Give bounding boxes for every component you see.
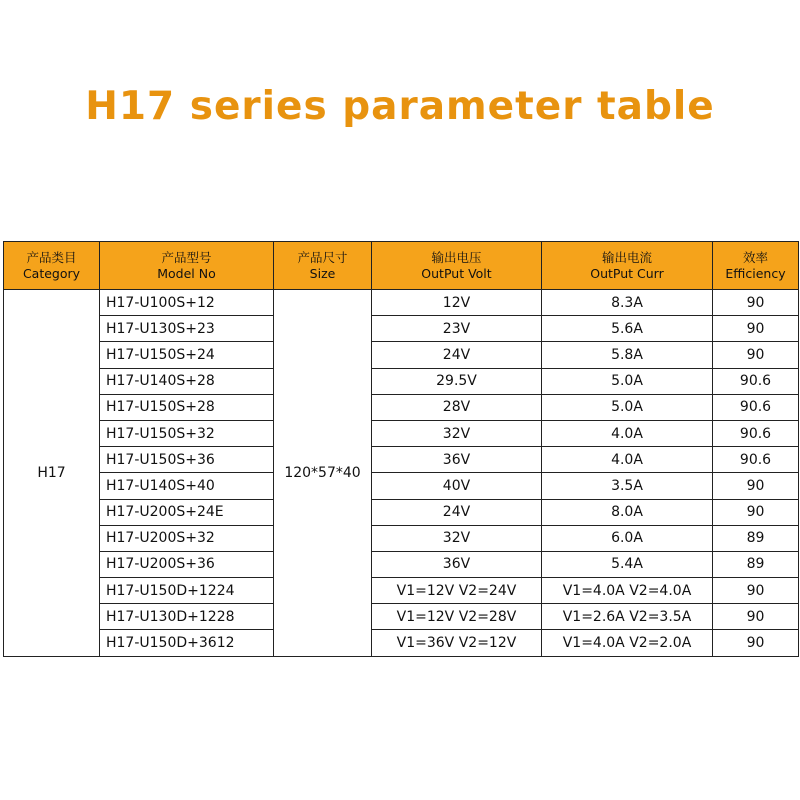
table-row [4, 630, 799, 656]
curr-cell: 4.0A [542, 420, 713, 446]
table-row [4, 499, 799, 525]
volt-cell: 28V [372, 394, 542, 420]
table-row [4, 447, 799, 473]
header-category-en: Category [22, 265, 81, 281]
header-eff-cn: 效率 [742, 249, 768, 265]
header-model [100, 242, 274, 290]
header-curr-en: OutPut Curr [590, 265, 664, 281]
volt-cell: V1=12V V2=24V [372, 578, 542, 604]
volt-cell: 32V [372, 525, 542, 551]
table-row [4, 525, 799, 551]
table-row [4, 368, 799, 394]
volt-cell: V1=36V V2=12V [372, 630, 542, 656]
header-category [4, 242, 100, 290]
eff-cell: 90 [713, 342, 799, 368]
curr-cell: 5.0A [542, 368, 713, 394]
header-size-en: Size [309, 265, 336, 281]
model-cell: H17-U130S+23 [100, 316, 274, 342]
eff-cell: 90 [713, 473, 799, 499]
model-cell: H17-U150S+24 [100, 342, 274, 368]
eff-cell: 90.6 [713, 394, 799, 420]
eff-cell: 90 [713, 316, 799, 342]
curr-cell: V1=4.0A V2=2.0A [542, 630, 713, 656]
volt-cell: 40V [372, 473, 542, 499]
curr-cell: 5.4A [542, 551, 713, 577]
curr-cell: 6.0A [542, 525, 713, 551]
curr-cell: 8.0A [542, 499, 713, 525]
header-volt-cn: 输出电压 [431, 249, 482, 265]
parameter-table [3, 241, 799, 657]
curr-cell: 4.0A [542, 447, 713, 473]
curr-cell: 8.3A [542, 290, 713, 316]
curr-cell: 5.6A [542, 316, 713, 342]
table-row [4, 473, 799, 499]
model-cell: H17-U150S+36 [100, 447, 274, 473]
table-row [4, 316, 799, 342]
eff-cell: 89 [713, 551, 799, 577]
header-eff-en: Efficiency [725, 265, 786, 281]
eff-cell: 90 [713, 604, 799, 630]
model-cell: H17-U200S+32 [100, 525, 274, 551]
curr-cell: 5.0A [542, 394, 713, 420]
model-cell: H17-U130D+1228 [100, 604, 274, 630]
table-header-row [4, 242, 799, 290]
header-volt [372, 242, 542, 290]
page-title: H17 series parameter table [85, 84, 715, 129]
header-size-cn: 产品尺寸 [297, 249, 348, 265]
table-row [4, 290, 799, 316]
header-category-cn: 产品类目 [26, 249, 77, 265]
header-curr [542, 242, 713, 290]
table-row [4, 342, 799, 368]
table-row [4, 394, 799, 420]
header-eff [713, 242, 799, 290]
eff-cell: 90.6 [713, 368, 799, 394]
header-model-cn: 产品型号 [161, 249, 212, 265]
category-cell: H17 [4, 290, 100, 657]
volt-cell: 23V [372, 316, 542, 342]
table-body [4, 290, 799, 657]
volt-cell: 29.5V [372, 368, 542, 394]
header-volt-en: OutPut Volt [421, 265, 492, 281]
model-cell: H17-U150S+32 [100, 420, 274, 446]
model-cell: H17-U100S+12 [100, 290, 274, 316]
size-cell: 120*57*40 [274, 290, 372, 657]
table-row [4, 420, 799, 446]
volt-cell: 24V [372, 342, 542, 368]
eff-cell: 90.6 [713, 420, 799, 446]
model-cell: H17-U200S+24E [100, 499, 274, 525]
model-cell: H17-U200S+36 [100, 551, 274, 577]
volt-cell: 36V [372, 447, 542, 473]
model-cell: H17-U140S+28 [100, 368, 274, 394]
model-cell: H17-U150D+1224 [100, 578, 274, 604]
header-curr-cn: 输出电流 [601, 249, 652, 265]
table-row [4, 604, 799, 630]
header-model-en: Model No [157, 265, 216, 281]
curr-cell: 3.5A [542, 473, 713, 499]
volt-cell: 12V [372, 290, 542, 316]
eff-cell: 90.6 [713, 447, 799, 473]
table-row [4, 551, 799, 577]
model-cell: H17-U150S+28 [100, 394, 274, 420]
eff-cell: 89 [713, 525, 799, 551]
curr-cell: 5.8A [542, 342, 713, 368]
model-cell: H17-U150D+3612 [100, 630, 274, 656]
volt-cell: 36V [372, 551, 542, 577]
eff-cell: 90 [713, 499, 799, 525]
curr-cell: V1=2.6A V2=3.5A [542, 604, 713, 630]
volt-cell: V1=12V V2=28V [372, 604, 542, 630]
volt-cell: 32V [372, 420, 542, 446]
eff-cell: 90 [713, 290, 799, 316]
eff-cell: 90 [713, 630, 799, 656]
table-row [4, 578, 799, 604]
curr-cell: V1=4.0A V2=4.0A [542, 578, 713, 604]
volt-cell: 24V [372, 499, 542, 525]
header-size [274, 242, 372, 290]
model-cell: H17-U140S+40 [100, 473, 274, 499]
eff-cell: 90 [713, 578, 799, 604]
